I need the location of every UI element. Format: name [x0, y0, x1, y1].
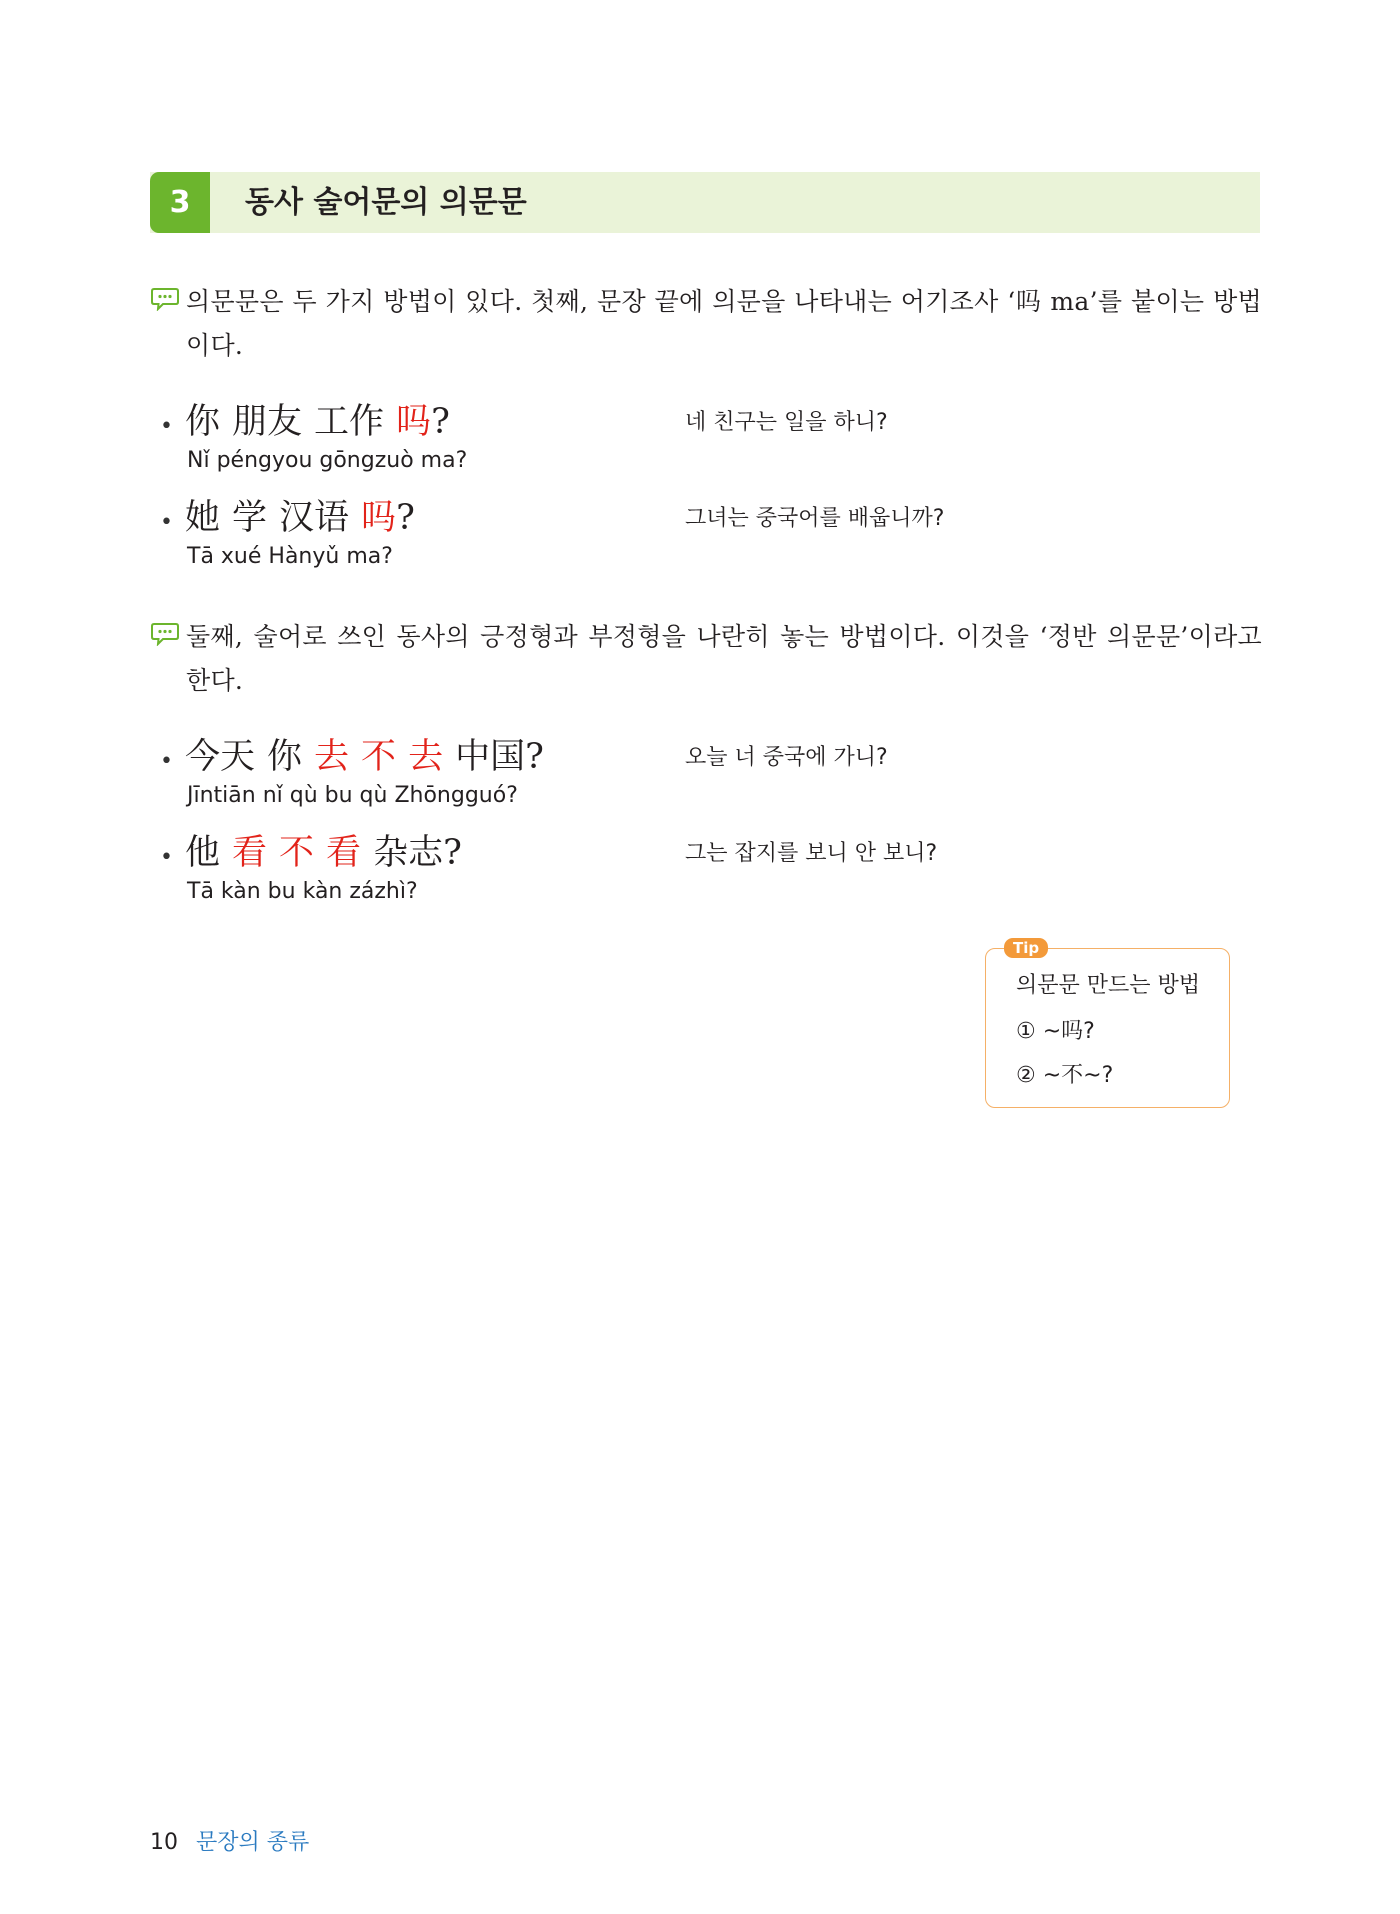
page-footer	[150, 1828, 309, 1858]
chinese-word: 朋友	[232, 402, 303, 442]
paragraph-text: 의문문은 두 가지 방법이 있다. 첫째, 문장 끝에 의문을 나타내는 어기조사 ‘吗 ma’를 붙이는 방법이다.	[186, 287, 1262, 360]
bullet-dot: •	[160, 749, 173, 774]
paragraph-text: 둘째, 술어로 쓰인 동사의 긍정형과 부정형을 나란히 놓는 방법이다. 이것을 ‘정반 의문문’이라고 한다.	[186, 622, 1262, 695]
question-mark: ?	[443, 833, 462, 873]
chinese-sentence	[185, 831, 462, 875]
pinyin: Jīntiān nǐ qù bu qù Zhōngguó?	[187, 783, 518, 808]
chinese-word: 学	[232, 498, 268, 538]
chinese-word: 中国	[455, 737, 526, 777]
negation-word: 不	[361, 737, 397, 777]
question-particle: 吗	[361, 498, 397, 538]
speech-bubble-icon	[150, 622, 180, 646]
korean-translation: 그녀는 중국어를 배웁니까?	[685, 506, 945, 531]
pinyin: Tā xué Hànyǔ ma?	[187, 544, 393, 569]
chinese-word: 你	[185, 402, 221, 442]
verb-positive: 去	[314, 737, 350, 777]
example-sentence-3	[160, 735, 1260, 815]
chinese-word: 他	[185, 833, 221, 873]
chinese-word: 今天	[185, 737, 256, 777]
chapter-title: 문장의 종류	[196, 1830, 310, 1855]
chinese-word: 杂志	[373, 833, 444, 873]
question-mark: ?	[431, 402, 450, 442]
speech-bubble-icon	[150, 287, 180, 311]
pinyin: Tā kàn bu kàn zázhì?	[187, 879, 418, 904]
verb-positive: 看	[232, 833, 268, 873]
question-mark: ?	[396, 498, 415, 538]
example-sentence-1	[160, 400, 1260, 480]
chinese-word: 她	[185, 498, 221, 538]
pinyin: Nǐ péngyou gōngzuò ma?	[187, 448, 468, 473]
chinese-sentence	[185, 496, 415, 540]
chinese-word: 汉语	[279, 498, 350, 538]
question-mark: ?	[525, 737, 544, 777]
explanation-paragraph-2	[150, 615, 1262, 703]
section-number-badge: 3	[150, 172, 210, 233]
chinese-sentence	[185, 400, 450, 444]
chinese-word: 工作	[314, 402, 385, 442]
question-particle: 吗	[396, 402, 432, 442]
section-title: 동사 술어문의 의문문	[245, 185, 527, 220]
example-sentence-2	[160, 496, 1260, 576]
explanation-paragraph-1	[150, 280, 1262, 368]
bullet-dot: •	[160, 845, 173, 870]
chinese-word: 你	[267, 737, 303, 777]
tip-title: 의문문 만드는 방법	[1016, 973, 1201, 998]
korean-translation: 네 친구는 일을 하니?	[685, 410, 888, 435]
example-sentence-4	[160, 831, 1260, 911]
bullet-dot: •	[160, 414, 173, 439]
chinese-sentence	[185, 735, 544, 779]
tip-item-1: ① ~吗?	[1016, 1019, 1095, 1044]
tip-label-badge: Tip	[1004, 938, 1048, 958]
bullet-dot: •	[160, 510, 173, 535]
verb-repeat: 看	[326, 833, 362, 873]
page-number: 10	[150, 1830, 178, 1855]
tip-box	[985, 939, 1230, 1108]
negation-word: 不	[279, 833, 315, 873]
korean-translation: 그는 잡지를 보니 안 보니?	[685, 841, 938, 866]
tip-item-2: ② ~不~?	[1016, 1063, 1114, 1088]
korean-translation: 오늘 너 중국에 가니?	[685, 745, 888, 770]
verb-repeat: 去	[408, 737, 444, 777]
